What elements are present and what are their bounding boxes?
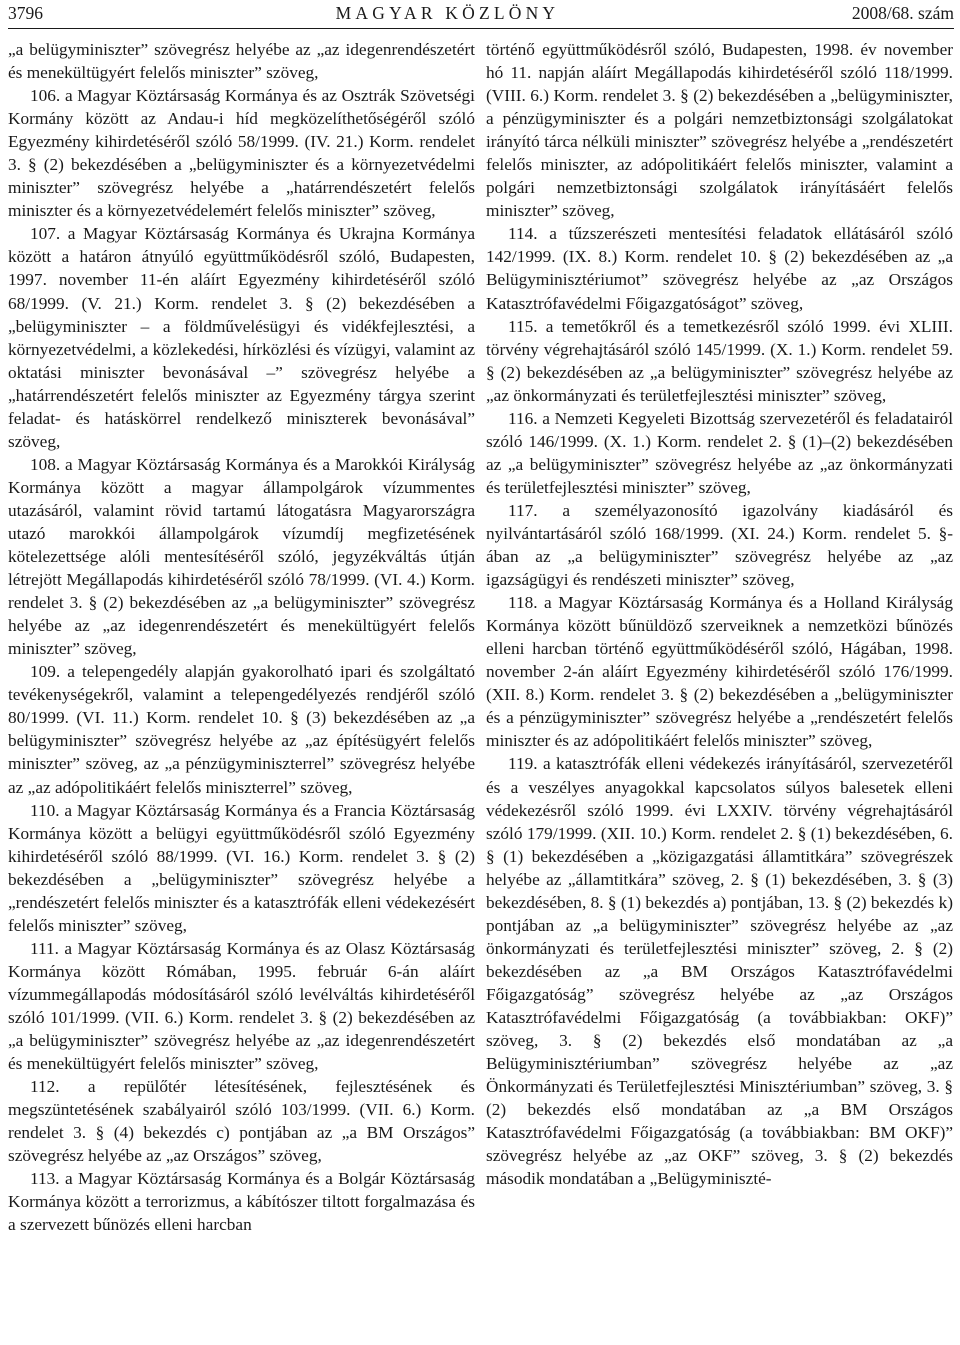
paragraph-entry: 111. a Magyar Köztársaság Kormánya és az Olasz Köztársaság Kormánya között Rómában, 1995. február 6-án aláírt vízummegállapodás módosításáról szóló levélváltás kihirdetéséről szóló 101/1999. (VII. 6.) Korm. rendelet 3. § (2) bekezdésében az „a belügyminiszter” szövegrész helyébe az „az idegenrendészetért és menekültügyért felelős miniszter” szöveg, [8, 938, 475, 1074]
paragraph: „a belügyminiszter” szövegrész helyébe az „az idegenrendészetért és menekültügyért felelős miniszter” szöveg, [8, 40, 475, 83]
paragraph-entry: 115. a temetőkről és a temetkezésről szóló 1999. évi XLIII. törvény végrehajtásáról szóló 145/1999. (X. 1.) Korm. rendelet 59. § (2) bekezdésében az „a belügyminiszter” szövegrész helyébe az „az önkormányzati és területfejlesztési miniszter” szöveg, [486, 316, 953, 405]
left-column [8, 38, 475, 1236]
paragraph-entry: 112. a repülőtér létesítésének, fejlesztésének és megszüntetésének szabályairól szóló 103/1999. (VII. 6.) Korm. rendelet 3. § (4) bekezdés c) pontjában az „a BM Országos” szövegrész helyébe az „az Országos” szöveg, [8, 1077, 475, 1166]
page-number: 3796 [8, 2, 43, 23]
page-header [8, 0, 954, 26]
paragraph-entry: 109. a telepengedély alapján gyakorolható ipari és szolgáltató tevékenységekről, valamint a telepengedélyezés rendjéről szóló 80/1999. (VI. 11.) Korm. rendelet 10. § (3) bekezdésében az „a belügyminiszter” szövegrész helyébe az „az építésügyért felelős miniszter” szöveg, az „a pénzügyminiszterrel” szövegrész helyébe az „az adópolitikáért felelős miniszterrel” szöveg, [8, 662, 475, 797]
paragraph-entry: 107. a Magyar Köztársaság Kormánya és Ukrajna Kormánya között a határon átnyúló együttműködésről szóló, Budapesten, 1997. november 11-én aláírt Egyezmény kihirdetéséről szóló 68/1999. (V. 21.) Korm. rendelet 3. § (2) bekezdésében a „belügyminiszter – a földművelésügyi és vidékfejlesztési, a környezetvédelmi, a közlekedési, hírközlési és vízügyi, valamint az oktatási miniszter bevonásával –” szövegrész helyébe a „határrendészetért felelős miniszter az Egyezmény tárgya szerint feladat- és hatáskörrel rendelkező miniszterek bevonásával” szöveg, [8, 224, 475, 451]
paragraph-entry: 113. a Magyar Köztársaság Kormánya és a Bolgár Köztársaság Kormánya között a terrorizmus, a kábítószer tiltott forgalmazása és a szervezett bűnözés elleni harcban [8, 1169, 475, 1235]
journal-title: MAGYAR KÖZLÖNY [335, 2, 560, 23]
paragraph-entry: 106. a Magyar Köztársaság Kormánya és az Osztrák Szövetségi Kormány között az Andau-i híd megközelíthetőségéről szóló Egyezmény kihirdetéséről szóló 58/1999. (IV. 21.) Korm. rendelet 3. § (2) bekezdésében a „belügyminiszter és a környezetvédelmi miniszter” szövegrész helyébe a „határrendészetért felelős miniszter és a környezetvédelemért felelős miniszter” szöveg, [8, 86, 475, 221]
paragraph: történő együttműködésről szóló, Budapesten, 1998. év november hó 11. napján aláírt Megállapodás kihirdetéséről szóló 118/1999. (VIII. 6.) Korm. rendelet 3. § (2) bekezdésében a „belügyminiszter, a pénzügyminiszter és a polgári nemzetbiztonsági szolgálatokat irányító tárca nélküli miniszter” szövegrész helyébe a „rendészetért felelős miniszter, az adópolitikáért felelős miniszter, valamint a polgári nemzetbiztonsági szolgálatok irányításáért felelős miniszter” szöveg, [486, 40, 953, 221]
right-column [486, 38, 953, 1190]
paragraph-entry: 119. a katasztrófák elleni védekezés irányításáról, szervezetéről és a veszélyes anyagokkal kapcsolatos súlyos balesetek elleni védekezésről szóló 1999. évi LXXIV. törvény végrehajtásáról szóló 179/1999. (XII. 10.) Korm. rendelet 2. § (1) bekezdésében, 6. § (1) bekezdésében a „közigazgatási államtitkára” szövegrészek helyébe az „államtitkára” szöveg, 2. § (1) bekezdésében, 3. § (3) bekezdésében, 8. § (1) bekezdés a) pontjában, 13. § (2) bekezdés k) pontjában az „a belügyminiszter” szövegrész helyébe az „az önkormányzati és területfejlesztési miniszter” szöveg, 2. § (2) bekezdésében az „a BM Országos Katasztrófavédelmi Főigazgatóság” szövegrész helyébe az „az Országos Katasztrófavédelmi Főigazgatóság (a továbbiakban: OKF)” szöveg, 3. § (2) bekezdés első mondatában az „a Belügyminisztériumban” szövegrész helyébe az „az Önkormányzati és Területfejlesztési Minisztériumban” szöveg, 3. § (2) bekezdés első mondatában az „a BM Országos Katasztrófavédelmi Főigazgatóság (a továbbiakban: BM OKF)” szövegrész helyébe az „az OKF” szöveg, 3. § (2) bekezdés második mondatában a „Belügyminiszté- [486, 754, 953, 1189]
header-rule [8, 28, 954, 29]
paragraph-entry: 108. a Magyar Köztársaság Kormánya és a Marokkói Királyság Kormánya között a magyar állampolgárok vízummentes utazásáról, valamint rövid tartamú látogatásra Magyarországra utazó marokkói állampolgárok vízumdíj megfizetésének kötelezettsége alóli mentesítéséről szóló, jegyzékváltás útján létrejött Megállapodás kihirdetéséről szóló 78/1999. (VI. 4.) Korm. rendelet 3. § (2) bekezdésében az „a belügyminiszter” szövegrész helyébe az „az idegenrendészetért és menekültügyért felelős miniszter” szöveg, [8, 454, 475, 659]
paragraph-entry: 118. a Magyar Köztársaság Kormánya és a Holland Királyság Kormánya között bűnüldöző szerveiknek a nemzetközi bűnözés elleni harcban történő együttműködéséről szóló, Hágában, 1998. november 2-án aláírt Egyezmény kihirdetéséről szóló 176/1999. (XII. 8.) Korm. rendelet 3. § (2) bekezdésében a „belügyminiszter és a pénzügyminiszter” szövegrész helyébe a „rendészetért felelős miniszter és az adópolitikáért felelős miniszter” szöveg, [486, 593, 953, 751]
paragraph-entry: 114. a tűzszerészeti mentesítési feladatok ellátásáról szóló 142/1999. (IX. 8.) Korm. rendelet 10. § (2) bekezdésében az „a Belügyminisztériumot” szövegrész helyébe az „az Országos Katasztrófavédelmi Főigazgatóságot” szöveg, [486, 224, 953, 313]
issue-number: 2008/68. szám [851, 2, 954, 23]
paragraph-entry: 117. a személyazonosító igazolvány kiadásáról és nyilvántartásáról szóló 168/1999. (XI. 24.) Korm. rendelet 5. §-ában az „a belügyminiszter” szövegrész helyébe az „az igazságügyi és rendészeti miniszter” szöveg, [486, 500, 953, 590]
paragraph-entry: 110. a Magyar Köztársaság Kormánya és a Francia Köztársaság Kormánya között a belügyi együttműködésről szóló Egyezmény kihirdetéséről szóló 88/1999. (VI. 16.) Korm. rendelet 3. § (2) bekezdésében a „belügyminiszter” szövegrész helyébe a „rendészetért felelős miniszter és a katasztrófák elleni védekezésért felelős miniszter” szöveg, [8, 800, 475, 935]
paragraph-entry: 116. a Nemzeti Kegyeleti Bizottság szervezetéről és feladatairól szóló 146/1999. (X. 1.) Korm. rendelet 2. § (1)–(2) bekezdésében az „a belügyminiszter” szövegrész helyébe az „az önkormányzati és területfejlesztési miniszter” szöveg, [486, 408, 953, 497]
